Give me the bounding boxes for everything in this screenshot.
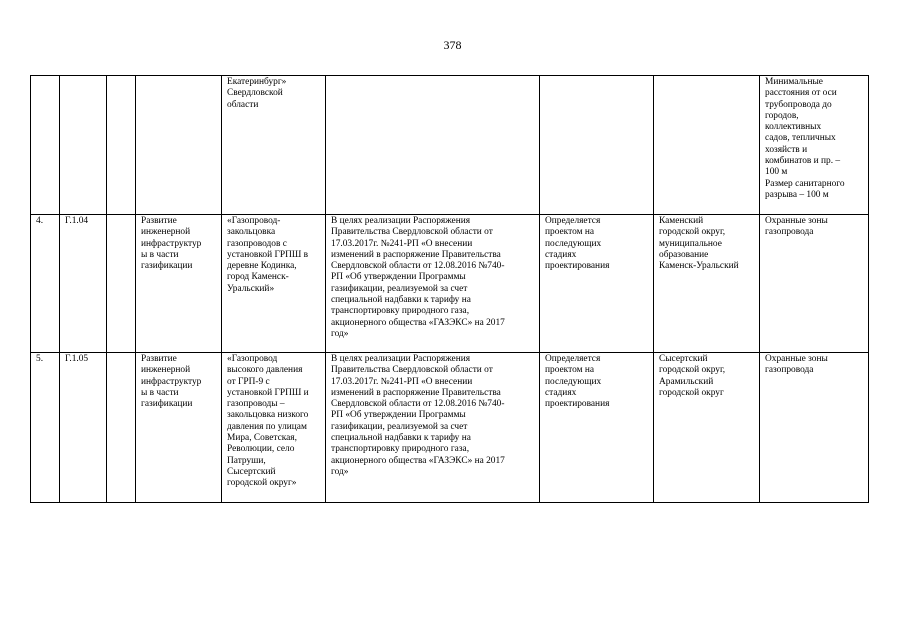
objects-table [30,75,869,503]
cell-zones: Минимальные расстояния от оси трубопровода до городов, коллективных садов, тепличных хозяйств и комбинатов и пр. – 100 м Размер санитарного разрыва – 100 м [760,76,869,215]
page-number: 378 [443,38,462,52]
cell-basis: В целях реализации Распоряжения Правительства Свердловской области от 17.03.2017г. №241-РП «О внесении изменений в распоряжение Правительства Свердловской области от 12.08.2016 №740- РП «Об утверждении Программы газификации, реализуемой за счет специальной надбавки к тарифу на транспортировку природного газа, акционерного общества «ГАЗЭКС» на 2017 год» [326,215,540,353]
cell-blank [107,353,136,503]
cell-location: Каменский городской округ, муниципальное образование Каменск-Уральский [654,215,760,353]
cell-name: «Газопровод высокого давления от ГРП-9 с установкой ГРПШ и газопроводы – закольцовка низкого давления по улицам Мира, Советская, Революции, село Патруши, Сысертский городской округ» [222,353,326,503]
cell-status: Определяется проектом на последующих стадиях проектирования [540,215,654,353]
cell-basis: В целях реализации Распоряжения Правительства Свердловской области от 17.03.2017г. №241-РП «О внесении изменений в распоряжение Правительства Свердловской области от 12.08.2016 №740- РП «Об утверждении Программы газификации, реализуемой за счет специальной надбавки к тарифу на транспортировку природного газа, акционерного общества «ГАЗЭКС» на 2017 год» [326,353,540,503]
cell-name: Екатеринбург» Свердловской области [222,76,326,215]
cell-name: «Газопровод- закольцовка газопроводов с установкой ГРПШ в деревне Кодинка, город Каменск- Уральский» [222,215,326,353]
cell-status [540,76,654,215]
cell-blank [107,215,136,353]
cell-type [136,76,222,215]
cell-type: Развитие инженерной инфраструктур ы в части газификации [136,215,222,353]
cell-zones: Охранные зоны газопровода [760,215,869,353]
cell-basis [326,76,540,215]
cell-location [654,76,760,215]
cell-blank [107,76,136,215]
cell-number: 4. [31,215,60,353]
cell-status: Определяется проектом на последующих стадиях проектирования [540,353,654,503]
table-row [31,353,869,503]
cell-code: Г.1.05 [60,353,107,503]
cell-type: Развитие инженерной инфраструктур ы в части газификации [136,353,222,503]
cell-number: 5. [31,353,60,503]
table-row [31,76,869,215]
cell-number [31,76,60,215]
cell-location: Сысертский городской округ, Арамильский городской округ [654,353,760,503]
cell-zones: Охранные зоны газопровода [760,353,869,503]
cell-code [60,76,107,215]
cell-code: Г.1.04 [60,215,107,353]
table-row [31,215,869,353]
